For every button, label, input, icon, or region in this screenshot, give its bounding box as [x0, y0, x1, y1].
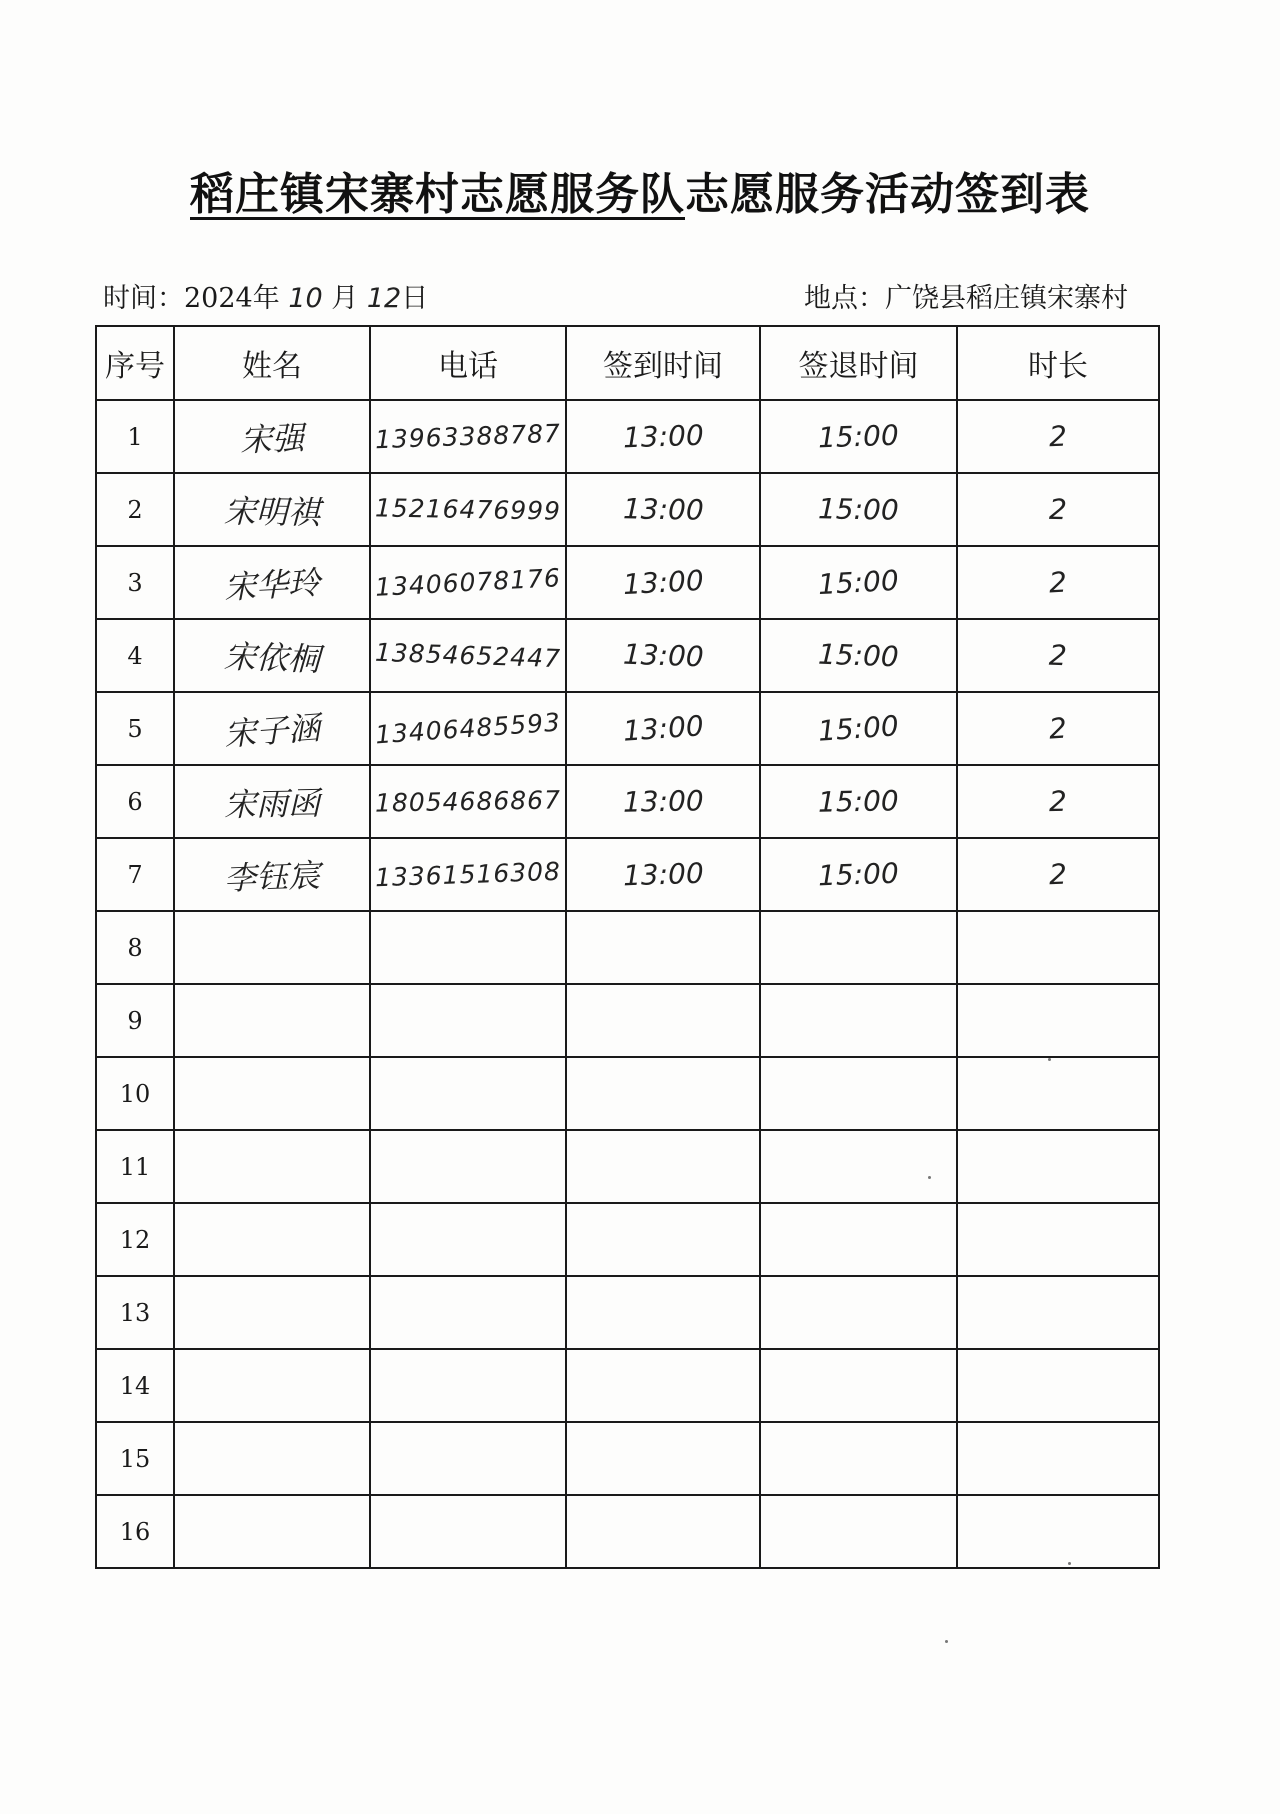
row-sign-in-time-cell [566, 1057, 760, 1130]
row-seq-cell: 16 [96, 1495, 174, 1568]
row-phone: 13406485593 [374, 707, 562, 750]
table-row [96, 1057, 1159, 1130]
day-handwritten: 12 [366, 283, 402, 314]
row-seq-cell: 4 [96, 619, 174, 692]
row-sign-in-time: 13:00 [622, 856, 704, 893]
row-duration-cell [957, 911, 1159, 984]
row-sign-out-time-cell [760, 546, 957, 619]
row-duration-cell [957, 1203, 1159, 1276]
row-sign-out-time-cell [760, 1057, 957, 1130]
scan-speck [928, 1176, 931, 1179]
row-duration: 2 [1048, 565, 1068, 600]
row-sign-out-time: 15:00 [817, 563, 900, 602]
row-seq-cell: 9 [96, 984, 174, 1057]
table-row [96, 984, 1159, 1057]
row-name-signature-cell [174, 619, 370, 692]
row-name-signature: 宋明祺 [223, 491, 321, 532]
location-label: 地点： [804, 283, 885, 314]
row-sign-out-time: 15:00 [817, 709, 900, 748]
row-phone: 13361516308 [374, 856, 562, 893]
day-label: 日 [401, 283, 429, 314]
row-sign-out-time: 15:00 [817, 784, 900, 819]
table-row [96, 1495, 1159, 1568]
row-phone: 13854652447 [374, 637, 562, 674]
table-row [96, 1276, 1159, 1349]
page-title [0, 158, 1280, 222]
row-sign-out-time-cell [760, 765, 957, 838]
table-row [96, 1422, 1159, 1495]
row-phone-cell [370, 984, 566, 1057]
table-row [96, 838, 1159, 911]
row-seq-cell: 11 [96, 1130, 174, 1203]
row-duration-cell [957, 1349, 1159, 1422]
table-header-row [96, 326, 1159, 400]
row-phone-cell [370, 619, 566, 692]
row-sign-out-time: 15:00 [817, 637, 900, 674]
row-sign-out-time-cell [760, 984, 957, 1057]
row-phone-cell [370, 765, 566, 838]
row-seq-cell: 15 [96, 1422, 174, 1495]
table-row [96, 911, 1159, 984]
row-sign-in-time-cell [566, 1276, 760, 1349]
row-name-signature-cell [174, 1422, 370, 1495]
row-sign-in-time-cell [566, 1495, 760, 1568]
header-duration: 时长 [957, 326, 1159, 400]
row-seq-cell: 3 [96, 546, 174, 619]
row-seq-cell: 12 [96, 1203, 174, 1276]
row-sign-out-time-cell [760, 1203, 957, 1276]
table-row [96, 765, 1159, 838]
table-row [96, 1130, 1159, 1203]
row-duration-cell [957, 400, 1159, 473]
row-seq-cell: 1 [96, 400, 174, 473]
scan-speck [1048, 1058, 1051, 1061]
row-sign-in-time: 13:00 [621, 563, 705, 602]
table-row [96, 1203, 1159, 1276]
row-sign-out-time-cell [760, 838, 957, 911]
row-name-signature-cell [174, 1203, 370, 1276]
row-sign-out-time-cell [760, 692, 957, 765]
row-phone-cell [370, 1130, 566, 1203]
row-duration-cell [957, 765, 1159, 838]
row-name-signature-cell [174, 546, 370, 619]
row-phone-cell [370, 1349, 566, 1422]
row-phone-cell [370, 1276, 566, 1349]
row-name-signature-cell [174, 1130, 370, 1203]
header-seq: 序号 [96, 326, 174, 400]
row-sign-out-time-cell [760, 619, 957, 692]
row-duration: 2 [1048, 857, 1068, 892]
row-phone: 13963388787 [374, 418, 562, 455]
row-phone-cell [370, 692, 566, 765]
row-duration: 2 [1048, 784, 1068, 819]
row-sign-in-time-cell [566, 619, 760, 692]
row-name-signature-cell [174, 1057, 370, 1130]
table-row [96, 1349, 1159, 1422]
row-name-signature: 宋雨函 [223, 783, 321, 824]
scan-speck [1068, 1562, 1071, 1565]
row-sign-in-time-cell [566, 1203, 760, 1276]
row-duration-cell [957, 473, 1159, 546]
location-value: 广饶县稻庄镇宋寨村 [885, 283, 1128, 314]
row-name-signature: 宋华玲 [223, 563, 322, 606]
row-name-signature: 宋子涵 [222, 708, 322, 753]
row-name-signature-cell [174, 692, 370, 765]
row-phone-cell [370, 1203, 566, 1276]
row-duration-cell [957, 1495, 1159, 1568]
row-duration-cell [957, 1276, 1159, 1349]
row-sign-in-time-cell [566, 1422, 760, 1495]
row-sign-in-time: 13:00 [622, 784, 704, 819]
title-organization: 稻庄镇宋寨村志愿服务队 [190, 169, 685, 220]
row-duration: 2 [1048, 638, 1068, 673]
row-name-signature: 李钰宸 [223, 855, 321, 898]
row-seq-cell: 2 [96, 473, 174, 546]
row-sign-in-time-cell [566, 765, 760, 838]
row-sign-out-time: 15:00 [817, 418, 900, 455]
row-sign-in-time-cell [566, 911, 760, 984]
row-phone-cell [370, 546, 566, 619]
time-label: 时间： [103, 283, 184, 314]
date-line [103, 276, 428, 315]
row-seq-cell: 5 [96, 692, 174, 765]
table-row [96, 400, 1159, 473]
month-label: 月 [331, 283, 359, 314]
row-name-signature-cell [174, 984, 370, 1057]
row-name-signature-cell [174, 911, 370, 984]
row-sign-in-time-cell [566, 984, 760, 1057]
row-sign-in-time-cell [566, 838, 760, 911]
table-row [96, 692, 1159, 765]
row-name-signature: 宋强 [239, 418, 305, 459]
signin-table [95, 325, 1160, 1569]
header-sign-out: 签退时间 [760, 326, 957, 400]
row-sign-in-time-cell [566, 473, 760, 546]
row-sign-out-time: 15:00 [817, 492, 900, 527]
row-phone-cell [370, 838, 566, 911]
month-handwritten: 10 [288, 283, 323, 314]
row-duration-cell [957, 1057, 1159, 1130]
location-line [804, 276, 1128, 315]
row-sign-in-time: 13:00 [622, 418, 704, 455]
row-seq-cell: 8 [96, 911, 174, 984]
row-sign-in-time-cell [566, 546, 760, 619]
row-sign-in-time-cell [566, 1349, 760, 1422]
row-phone: 13406078176 [374, 563, 562, 602]
row-phone-cell [370, 911, 566, 984]
scan-speck [945, 1640, 948, 1643]
row-duration-cell [957, 619, 1159, 692]
row-sign-out-time-cell [760, 1130, 957, 1203]
row-sign-in-time-cell [566, 1130, 760, 1203]
row-sign-in-time: 13:00 [621, 709, 705, 748]
table-row [96, 473, 1159, 546]
row-phone-cell [370, 1422, 566, 1495]
row-duration-cell [957, 546, 1159, 619]
row-sign-out-time-cell [760, 1276, 957, 1349]
table-row [96, 546, 1159, 619]
row-phone: 15216476999 [374, 493, 562, 526]
row-name-signature-cell [174, 400, 370, 473]
row-sign-in-time: 13:00 [622, 492, 704, 527]
header-sign-in: 签到时间 [566, 326, 760, 400]
row-name-signature-cell [174, 1495, 370, 1568]
row-sign-out-time-cell [760, 911, 957, 984]
header-phone: 电话 [370, 326, 566, 400]
row-seq-cell: 13 [96, 1276, 174, 1349]
year-text: 2024年 [184, 283, 280, 314]
row-seq-cell: 14 [96, 1349, 174, 1422]
row-sign-out-time-cell [760, 400, 957, 473]
row-sign-out-time-cell [760, 473, 957, 546]
row-seq-cell: 7 [96, 838, 174, 911]
title-activity: 志愿服务活动签到表 [685, 169, 1090, 220]
row-sign-in-time-cell [566, 400, 760, 473]
row-seq-cell: 6 [96, 765, 174, 838]
row-name-signature: 宋依桐 [223, 636, 321, 679]
row-name-signature-cell [174, 838, 370, 911]
row-sign-out-time-cell [760, 1422, 957, 1495]
row-duration-cell [957, 984, 1159, 1057]
table-row [96, 619, 1159, 692]
row-name-signature-cell [174, 473, 370, 546]
row-duration-cell [957, 1130, 1159, 1203]
row-duration: 2 [1048, 492, 1068, 527]
row-duration-cell [957, 838, 1159, 911]
row-name-signature-cell [174, 765, 370, 838]
row-name-signature-cell [174, 1276, 370, 1349]
row-seq-cell: 10 [96, 1057, 174, 1130]
row-sign-out-time-cell [760, 1349, 957, 1422]
row-sign-out-time: 15:00 [817, 856, 900, 893]
row-sign-out-time-cell [760, 1495, 957, 1568]
row-sign-in-time: 13:00 [622, 637, 704, 674]
row-phone-cell [370, 400, 566, 473]
row-name-signature-cell [174, 1349, 370, 1422]
row-duration: 2 [1048, 419, 1068, 454]
header-name: 姓名 [174, 326, 370, 400]
row-duration-cell [957, 1422, 1159, 1495]
row-phone-cell [370, 1495, 566, 1568]
row-sign-in-time-cell [566, 692, 760, 765]
row-phone: 18054686867 [374, 785, 562, 818]
row-phone-cell [370, 473, 566, 546]
row-duration: 2 [1047, 711, 1069, 746]
row-duration-cell [957, 692, 1159, 765]
row-phone-cell [370, 1057, 566, 1130]
